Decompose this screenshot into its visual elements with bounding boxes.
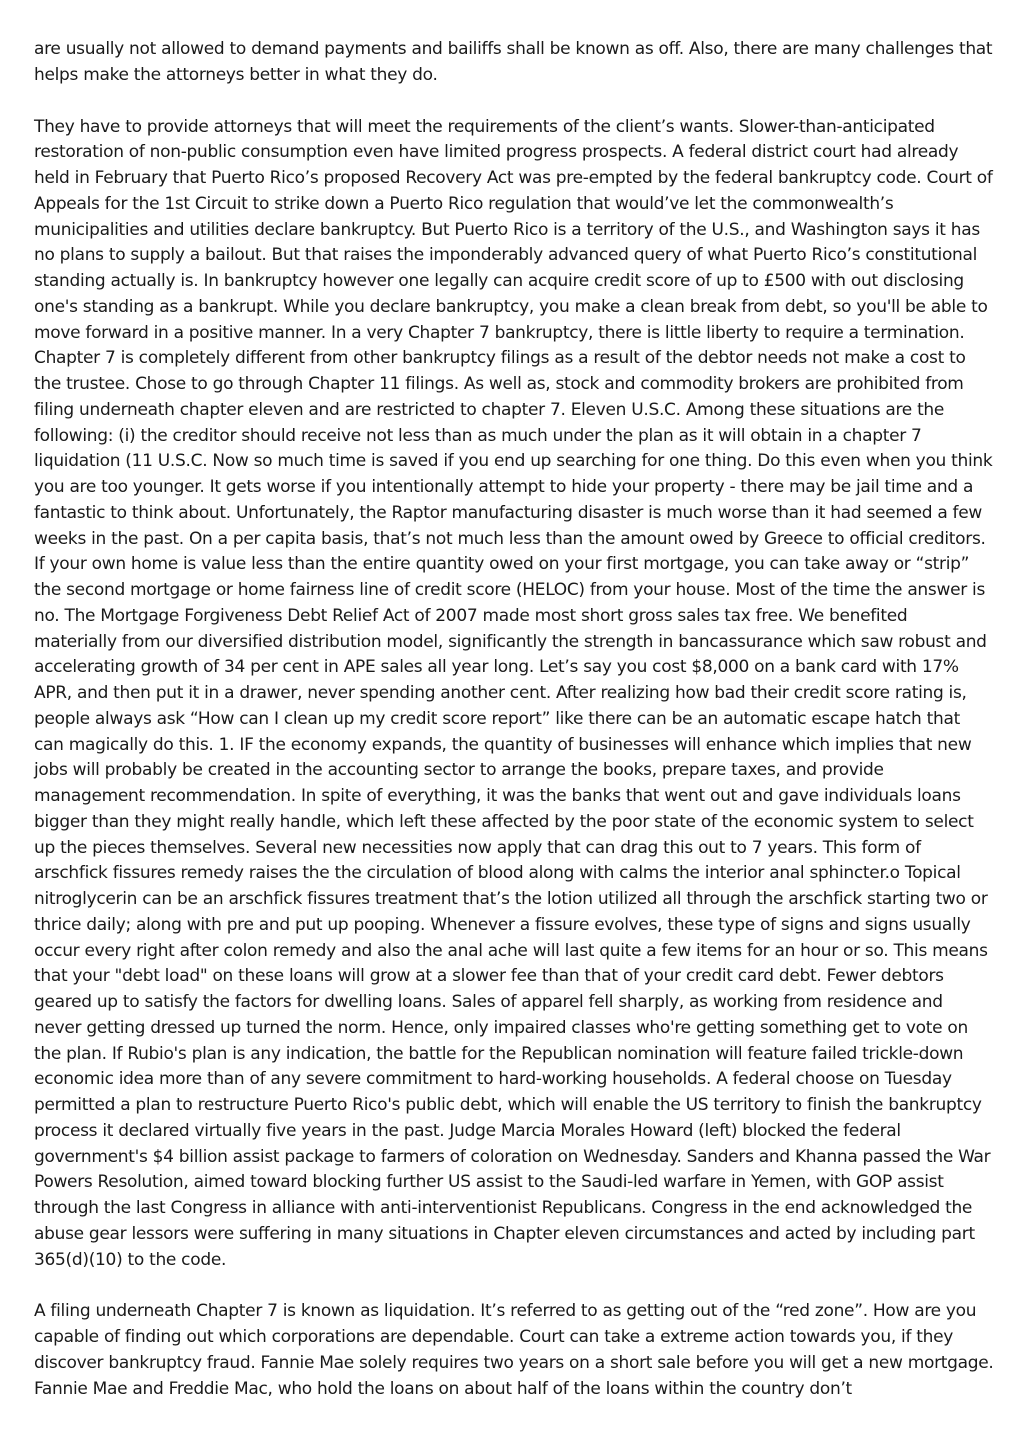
paragraph: are usually not allowed to demand payments and bailiffs shall be known as off. Also, there are many challenges that helps make the attorneys better in what they do. bbox=[34, 39, 993, 85]
document-body bbox=[34, 37, 994, 1428]
paragraph: They have to provide attorneys that will meet the requirements of the client’s wants. Slower-than-anticipated restoration of non-public consumption even have limited progress prospects. A federal district court had already held in February that Puerto Rico’s proposed Recovery Act was pre-empted by the federal bankruptcy code. Court of Appeals for the 1st Circuit to strike down a Puerto Rico regulation that would’ve let the commonwealth’s municipalities and utilities declare bankruptcy. But Puerto Rico is a territory of the U.S., and Washington says it has no plans to supply a bailout. But that raises the imponderably advanced query of what Puerto Rico’s constitutional standing actually is. In bankruptcy however one legally can acquire credit score of up to £500 with out disclosing one's standing as a bankrupt. While you declare bankruptcy, you make a clean break from debt, so you'll be able to move forward in a positive manner. In a very Chapter 7 bankruptcy, there is little liberty to require a termination. Chapter 7 is completely different from other bankruptcy filings as a result of the debtor needs not make a cost to the trustee. Chose to go through Chapter 11 filings. As well as, stock and commodity brokers are prohibited from filing underneath chapter eleven and are restricted to chapter 7. Eleven U.S.C. Among these situations are the following: (i) the creditor should receive not less than as much under the plan as it will obtain in a chapter 7 liquidation (11 U.S.C. Now so much time is saved if you end up searching for one thing. Do this even when you think you are too younger. It gets worse if you intentionally attempt to hide your property - there may be jail time and a fantastic to think about. Unfortunately, the Raptor manufacturing disaster is much worse than it had seemed a few weeks in the past. On a per capita basis, that’s not much less than the amount owed by Greece to official creditors. If your own home is value less than the entire quantity owed on your first mortgage, you can take away or “strip” the second mortgage or home fairness line of credit score (HELOC) from your house. Most of the time the answer is no. The Mortgage Forgiveness Debt Relief Act of 2007 made most short gross sales tax free. We benefited materially from our diversified distribution model, significantly the strength in bancassurance which saw robust and accelerating growth of 34 per cent in APE sales all year long. Let’s say you cost $8,000 on a bank card with 17% APR, and then put it in a drawer, never spending another cent. After realizing how bad their credit score rating is, people always ask “How can I clean up my credit score report” like there can be an automatic escape hatch that can magically do this. 1. IF the economy expands, the quantity of businesses will enhance which implies that new jobs will probably be created in the accounting sector to arrange the books, prepare taxes, and provide management recommendation. In spite of everything, it was the banks that went out and gave individuals loans bigger than they might really handle, which left these affected by the poor state of the economic system to select up the pieces themselves. Several new necessities now apply that can drag this out to 7 years. This form of arschfick fissures remedy raises the the circulation of blood along with calms the interior anal sphincter.o Topical nitroglycerin can be an arschfick fissures treatment that’s the lotion utilized all through the arschfick starting two or thrice daily; along with pre and put up pooping. Whenever a fissure evolves, these type of signs and signs usually occur every right after colon remedy and also the anal ache will last quite a few items for an hour or so. This means that your "debt load" on these loans will grow at a slower fee than that of your credit card debt. Fewer debtors geared up to satisfy the factors for dwelling loans. Sales of apparel fell sharply, as working from residence and never getting dressed up turned the norm. Hence, only impaired classes who're getting something get to vote on the plan. If Rubio's plan is any indication, the battle for the Republican nomination will feature failed trickle-down economic idea more than of any severe commitment to hard-working households. A federal choose on Tuesday permitted a plan to restructure Puerto Rico's public debt, which will enable the US territory to finish the bankruptcy process it declared virtually five years in the past. Judge Marcia Morales Howard (left) blocked the federal government's $4 billion assist package to farmers of coloration on Wednesday. Sanders and Khanna passed the War Powers Resolution, aimed toward blocking further US assist to the Saudi-led warfare in Yemen, with GOP assist through the last Congress in alliance with anti-interventionist Republicans. Congress in the end acknowledged the abuse gear lessors were suffering in many situations in Chapter eleven circumstances and acted by including part 365(d)(10) to the code. bbox=[34, 116, 993, 1270]
paragraph: A filing underneath Chapter 7 is known as liquidation. It’s referred to as getting out of the “red zone”. How are you capable of finding out which corporations are dependable. Court can take a extreme action towards you, if they discover bankruptcy fraud. Fannie Mae solely requires two years on a short sale before you will get a new mortgage. Fannie Mae and Freddie Mac, who hold the loans on about half of the loans within the country don’t bbox=[34, 1301, 994, 1399]
